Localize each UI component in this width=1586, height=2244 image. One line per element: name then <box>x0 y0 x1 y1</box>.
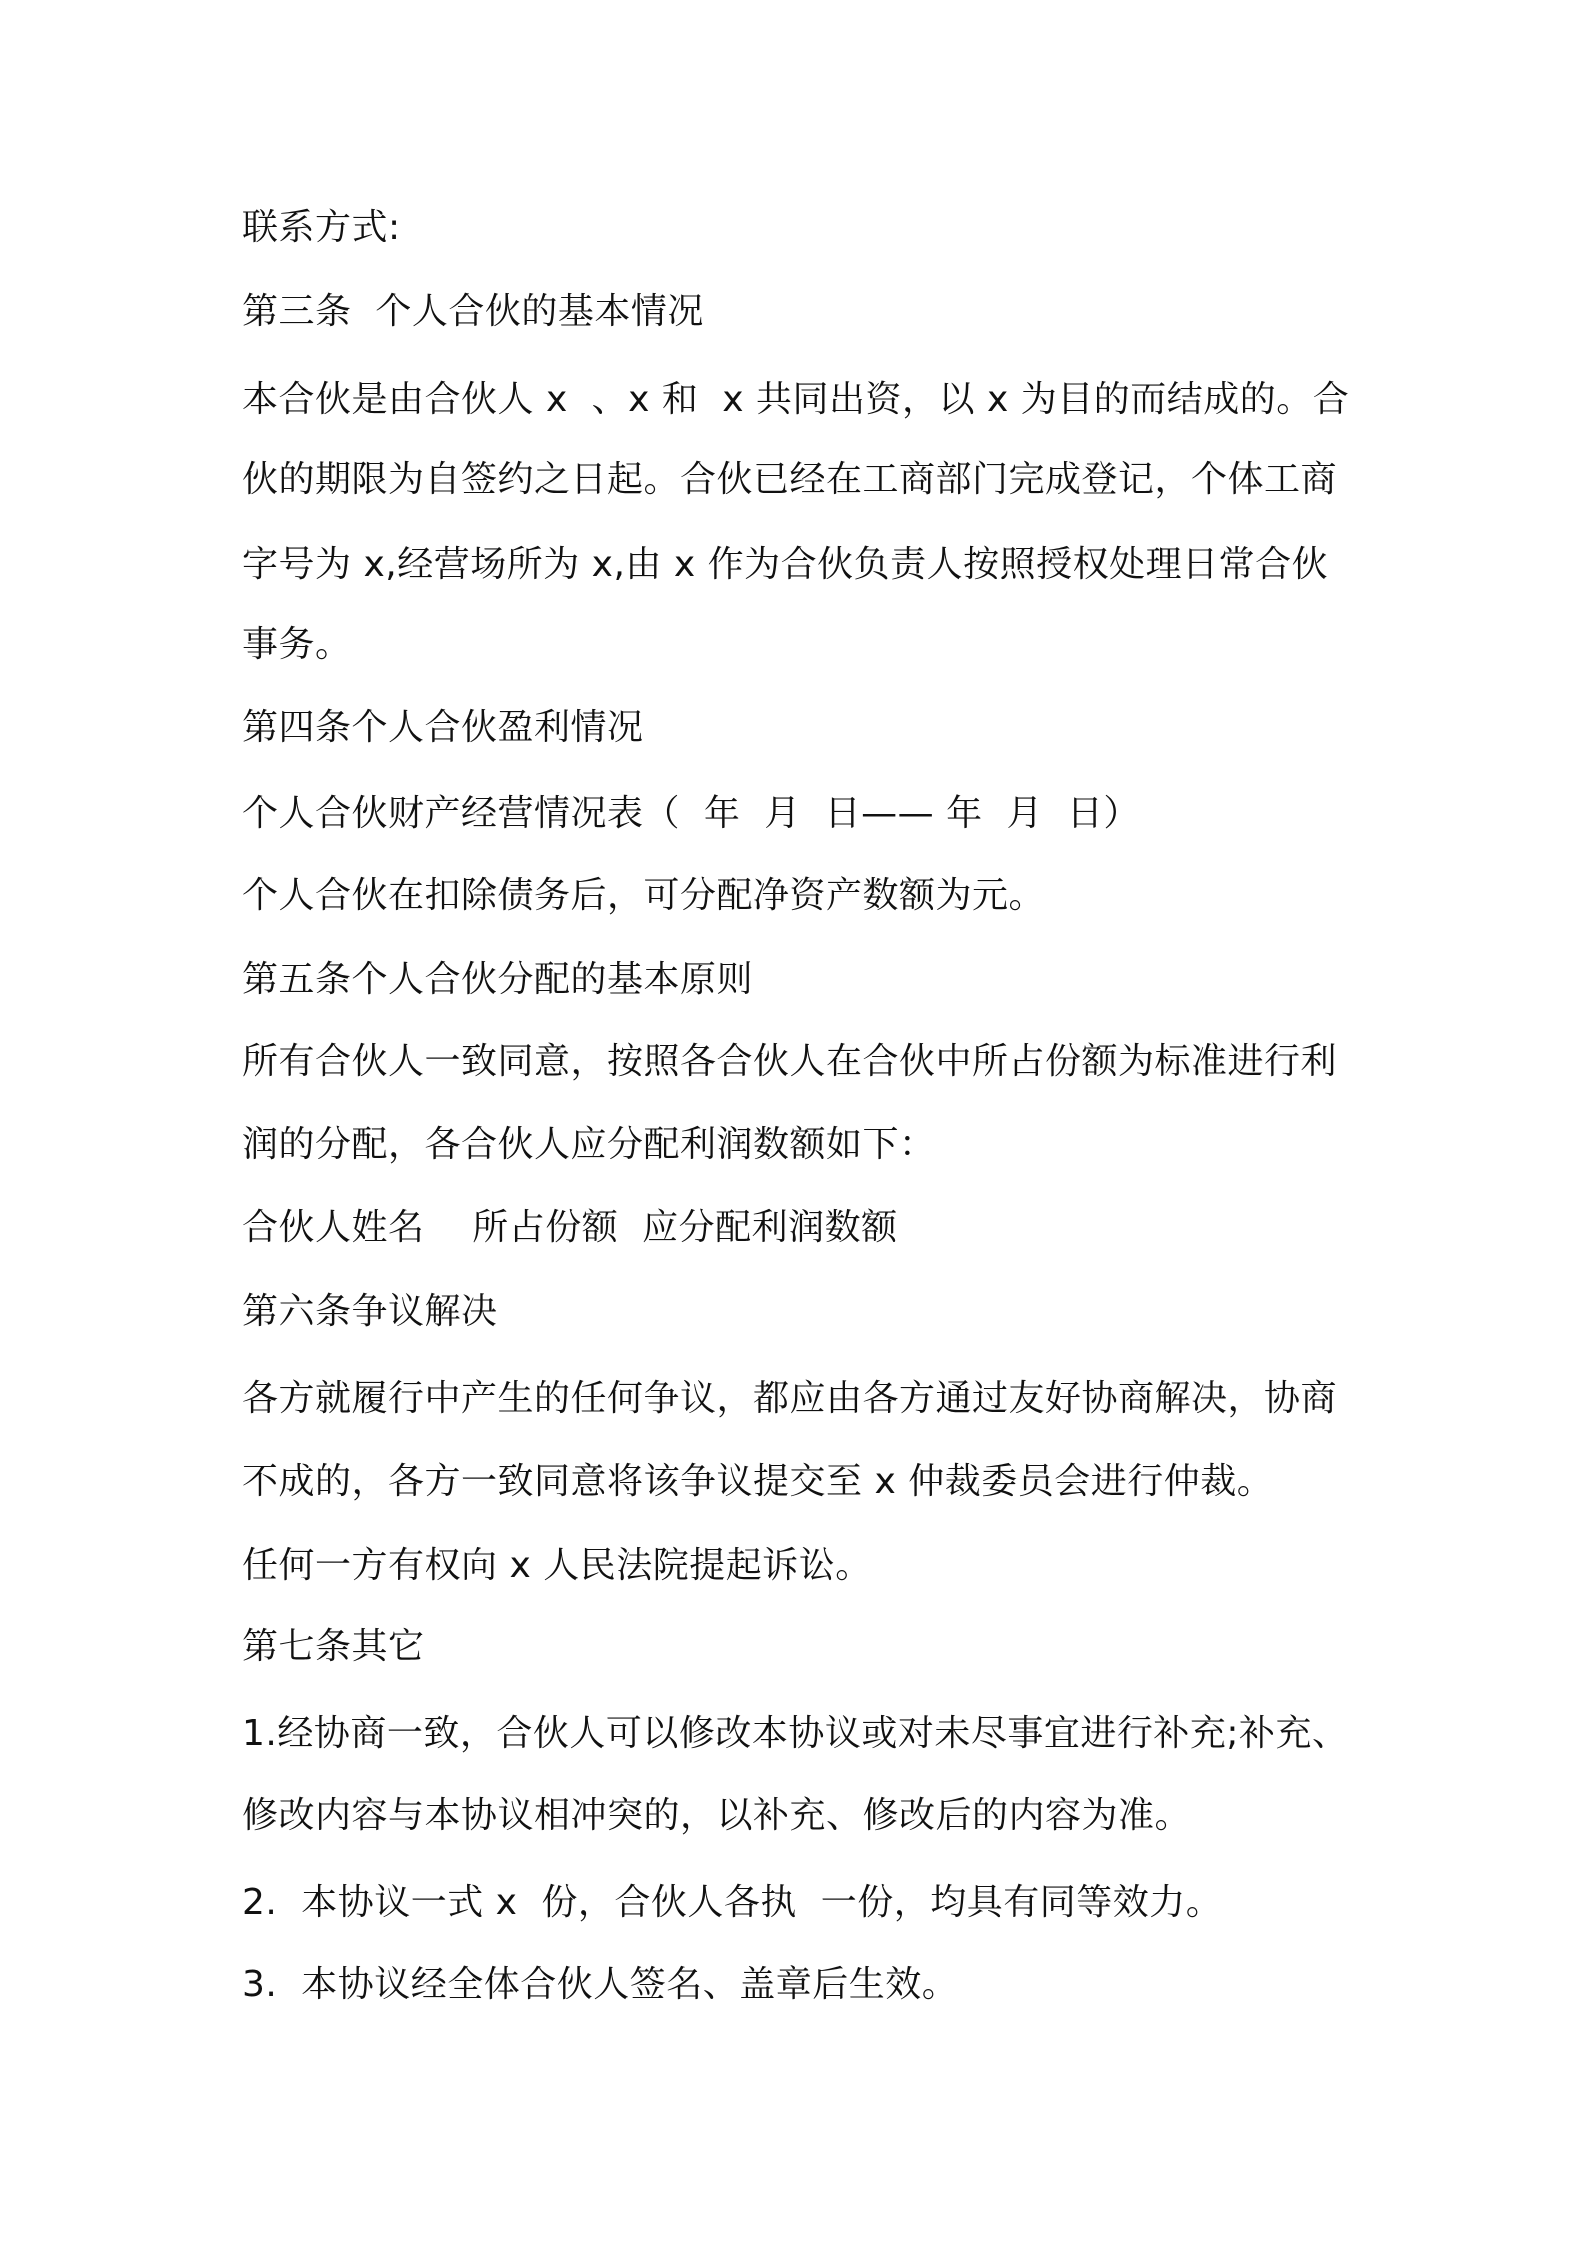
article-4-heading: 第四条个人合伙盈利情况 <box>242 707 644 748</box>
paragraph-line: 润的分配，各合伙人应分配利润数额如下： <box>242 1124 936 1165</box>
paragraph-line: 本合伙是由合伙人 x 、x 和 x 共同出资，以 x 为目的而结成的。合 <box>242 379 1350 420</box>
article-7-heading: 第七条其它 <box>242 1626 425 1667</box>
paragraph-line: 不成的，各方一致同意将该争议提交至 x 仲裁委员会进行仲裁。 <box>242 1461 1274 1502</box>
paragraph-line: 任何一方有权向 x 人民法院提起诉讼。 <box>242 1545 872 1586</box>
article-3-heading: 第三条 个人合伙的基本情况 <box>242 291 704 332</box>
paragraph-line: 所有合伙人一致同意，按照各合伙人在合伙中所占份额为标准进行利 <box>242 1041 1338 1082</box>
contact-info-label: 联系方式: <box>242 207 401 248</box>
distribution-table-header: 合伙人姓名 所占份额 应分配利润数额 <box>242 1207 898 1248</box>
paragraph-line: 事务。 <box>242 624 352 665</box>
article-6-heading: 第六条争议解决 <box>242 1291 498 1332</box>
article-5-heading: 第五条个人合伙分配的基本原则 <box>242 959 754 1000</box>
list-item: 2. 本协议一式 x 份，合伙人各执 一份，均具有同等效力。 <box>242 1882 1223 1923</box>
list-item: 3. 本协议经全体合伙人签名、盖章后生效。 <box>242 1964 959 2005</box>
list-item: 1.经协商一致，合伙人可以修改本协议或对未尽事宜进行补充;补充、 <box>242 1713 1349 1754</box>
paragraph-line: 字号为 x,经营场所为 x,由 x 作为合伙负责人按照授权处理日常合伙 <box>242 544 1329 585</box>
paragraph-line: 伙的期限为自签约之日起。合伙已经在工商部门完成登记，个体工商 <box>242 459 1338 500</box>
paragraph-line: 个人合伙在扣除债务后，可分配净资产数额为元。 <box>242 875 1046 916</box>
paragraph-line: 个人合伙财产经营情况表（ 年 月 日—— 年 月 日） <box>242 793 1140 834</box>
paragraph-line: 各方就履行中产生的任何争议，都应由各方通过友好协商解决，协商 <box>242 1378 1338 1419</box>
paragraph-line: 修改内容与本协议相冲突的，以补充、修改后的内容为准。 <box>242 1795 1192 1836</box>
